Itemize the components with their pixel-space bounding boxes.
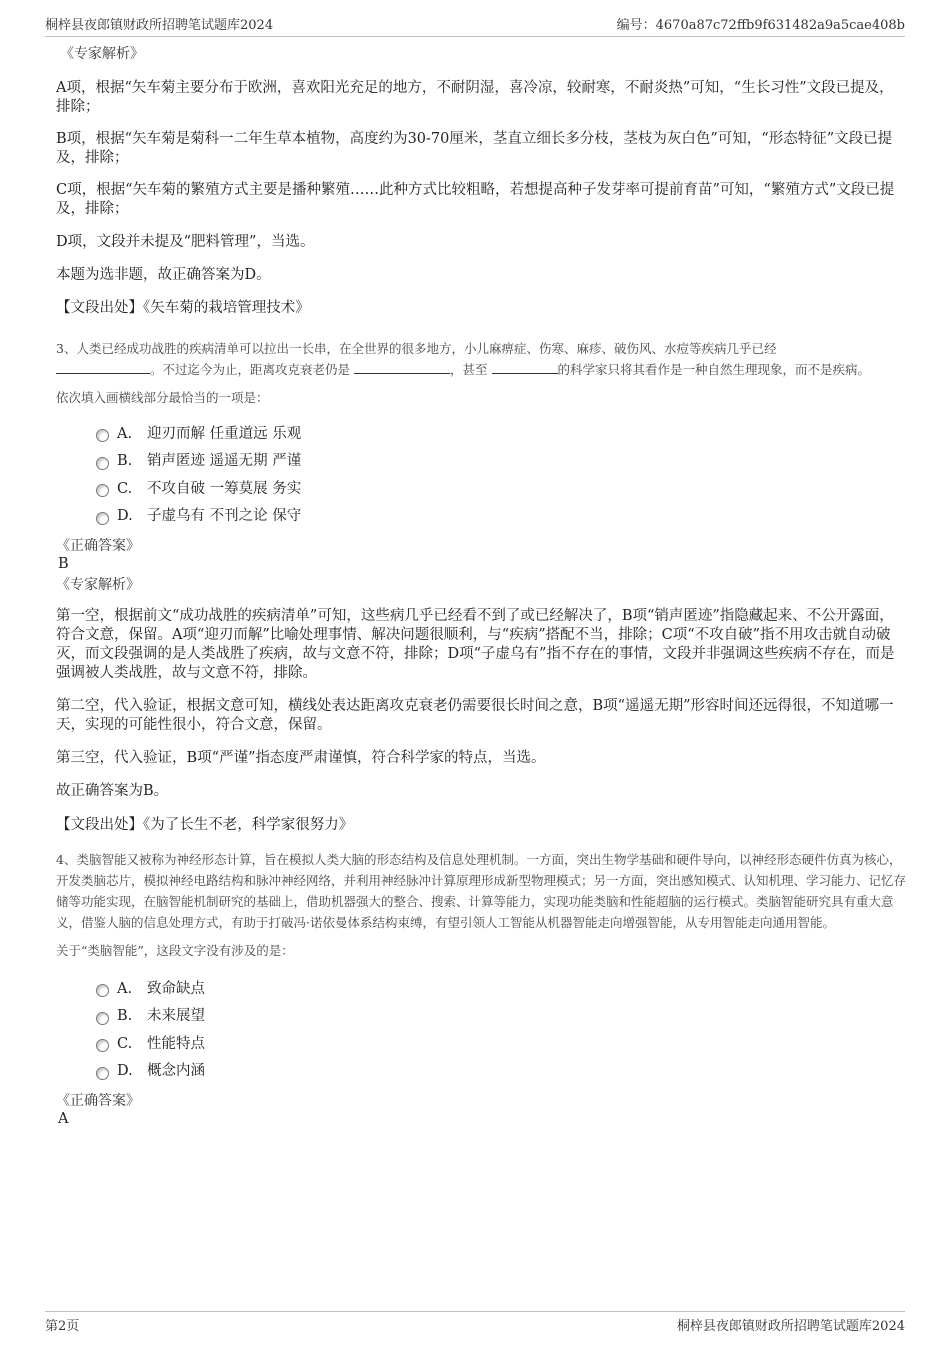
header-title: 桐梓县夜郎镇财政所招聘笔试题库2024 [45,18,274,33]
analysis-para-b: B项，根据“矢车菊是菊科一二年生草本植物，高度约为30-70厘米，茎直立细长多分枝，茎枝为灰白色”可知，“形态特征”文段已提及，排除； [56,131,893,166]
q3-answer-value: B [58,556,69,572]
page-footer [45,1311,905,1334]
radio-icon[interactable] [96,512,109,525]
question-3-options [96,420,906,530]
q3-analysis-source: 【文段出处】《为了长生不老，科学家很努力》 [56,817,354,833]
analysis-para-a: A项，根据“矢车菊主要分布于欧洲，喜欢阳光充足的地方，不耐阴湿，喜冷凉，较耐寒，不耐炎热”可知，“生长习性”文段已提及，排除； [56,80,894,115]
analysis-conclusion: 本题为选非题，故正确答案为D。 [56,267,271,283]
q3-analysis-para-2: 第二空，代入验证，根据文意可知，横线处表达距离攻克衰老仍需要很长时间之意，B项“遥遥无期”形容时间还远得很，不知道哪一天，实现的可能性很小，符合文意，保留。 [56,698,894,733]
q4-answer-value: A [58,1111,69,1127]
q3-analysis-para-3: 第三空，代入验证，B项“严谨”指态度严肃谨慎，符合科学家的特点，当选。 [56,750,546,766]
q3-blank-2 [354,360,450,374]
q3-stem-part-4: 的科学家只将其看作是一种自然生理现象，而不是疾病。 [557,362,871,377]
radio-icon[interactable] [96,1012,109,1025]
analysis-label: 《专家解析》 [60,46,144,62]
q3-option-d[interactable]: D. 子虚乌有 不刊之论 保守 [96,503,906,531]
analysis-para-d: D项，文段并未提及“肥料管理”，当选。 [56,234,315,250]
q4-option-b[interactable]: B. 未来展望 [96,1003,906,1031]
q3-blank-3 [492,360,558,374]
q3-stem-part-1: 3、人类已经成功战胜的疾病清单可以拉出一长串，在全世界的很多地方，小儿麻痹症、伤寒、麻疹、破伤风、水痘等疾病几乎已经 [56,341,777,356]
q3-analysis-label: 《专家解析》 [56,577,140,593]
question-3-stem [56,338,906,380]
question-3-prompt: 依次填入画横线部分最恰当的一项是： [56,390,269,405]
radio-icon[interactable] [96,457,109,470]
radio-icon[interactable] [96,1067,109,1080]
footer-page-number: 第2页 [45,1319,80,1334]
page-header [45,14,905,37]
q4-answer-label: 《正确答案》 [56,1093,140,1109]
radio-icon[interactable] [96,1039,109,1052]
q4-option-d[interactable]: D. 概念内涵 [96,1058,906,1086]
radio-icon[interactable] [96,984,109,997]
q4-option-c[interactable]: C. 性能特点 [96,1030,906,1058]
footer-title: 桐梓县夜郎镇财政所招聘笔试题库2024 [676,1319,905,1334]
q3-option-b[interactable]: B. 销声匿迹 遥遥无期 严谨 [96,448,906,476]
q3-analysis-para-1: 第一空，根据前文“成功战胜的疾病清单”可知，这些病几乎已经看不到了或已经解决了，B项“销声匿迹”指隐藏起来、不公开露面，符合文意，保留。A项“迎刃而解”比喻处理事情、解决问题很顺利，与“疾病”搭配不当，排除；C项“不攻自破”指不用攻击就自动破灭，而文段强调的是人类战胜了疾病，故与文意不符，排除；D项“子虚乌有”指不存在的事情，文段并非强调这些疾病不存在，而是强调被人类战胜，故与文意不符，排除。 [56,608,895,681]
analysis-para-c: C项，根据“矢车菊的繁殖方式主要是播种繁殖……此种方式比较粗略，若想提高种子发芽率可提前育苗”可知，“繁殖方式”文段已提及，排除； [56,182,895,217]
header-code: 编号：4670a87c72ffb9f631482a9a5cae408b [616,18,905,33]
q3-blank-1 [56,360,150,374]
question-4-stem: 4、类脑智能又被称为神经形态计算，旨在模拟人类大脑的形态结构及信息处理机制。一方面，突出生物学基础和硬件导向，以神经形态硬件仿真为核心，开发类脑芯片，模拟神经电路结构和脉冲神经网络，并利用神经脉冲计算原理形成新型物理模式；另一方面，突出感知模式、认知机理、学习能力、记忆存储等功能实现，在脑智能机制研究的基础上，借助机器强大的整合、搜索、计算等能力，实现功能类脑和性能超脑的运行模式。类脑智能研究具有重大意义，借鉴人脑的信息处理方式，有助于打破冯·诺依曼体系结构束缚，有望引领人工智能从机器智能走向增强智能，从专用智能走向通用智能。 [56,852,907,930]
q3-stem-part-3: ，甚至 [450,362,488,377]
q3-stem-part-2: 。不过迄今为止，距离攻克衰老仍是 [150,362,351,377]
question-4-prompt: 关于“类脑智能”，这段文字没有涉及的是： [56,943,294,958]
q3-option-c[interactable]: C. 不攻自破 一筹莫展 务实 [96,475,906,503]
q3-option-a[interactable]: A. 迎刃而解 任重道远 乐观 [96,420,906,448]
radio-icon[interactable] [96,429,109,442]
q3-analysis-conclusion: 故正确答案为B。 [56,783,169,799]
question-4-options [96,975,906,1085]
radio-icon[interactable] [96,484,109,497]
q4-option-a[interactable]: A. 致命缺点 [96,975,906,1003]
page-content [56,44,906,1128]
analysis-source: 【文段出处】《矢车菊的栽培管理技术》 [56,300,310,316]
q3-answer-label: 《正确答案》 [56,538,140,554]
